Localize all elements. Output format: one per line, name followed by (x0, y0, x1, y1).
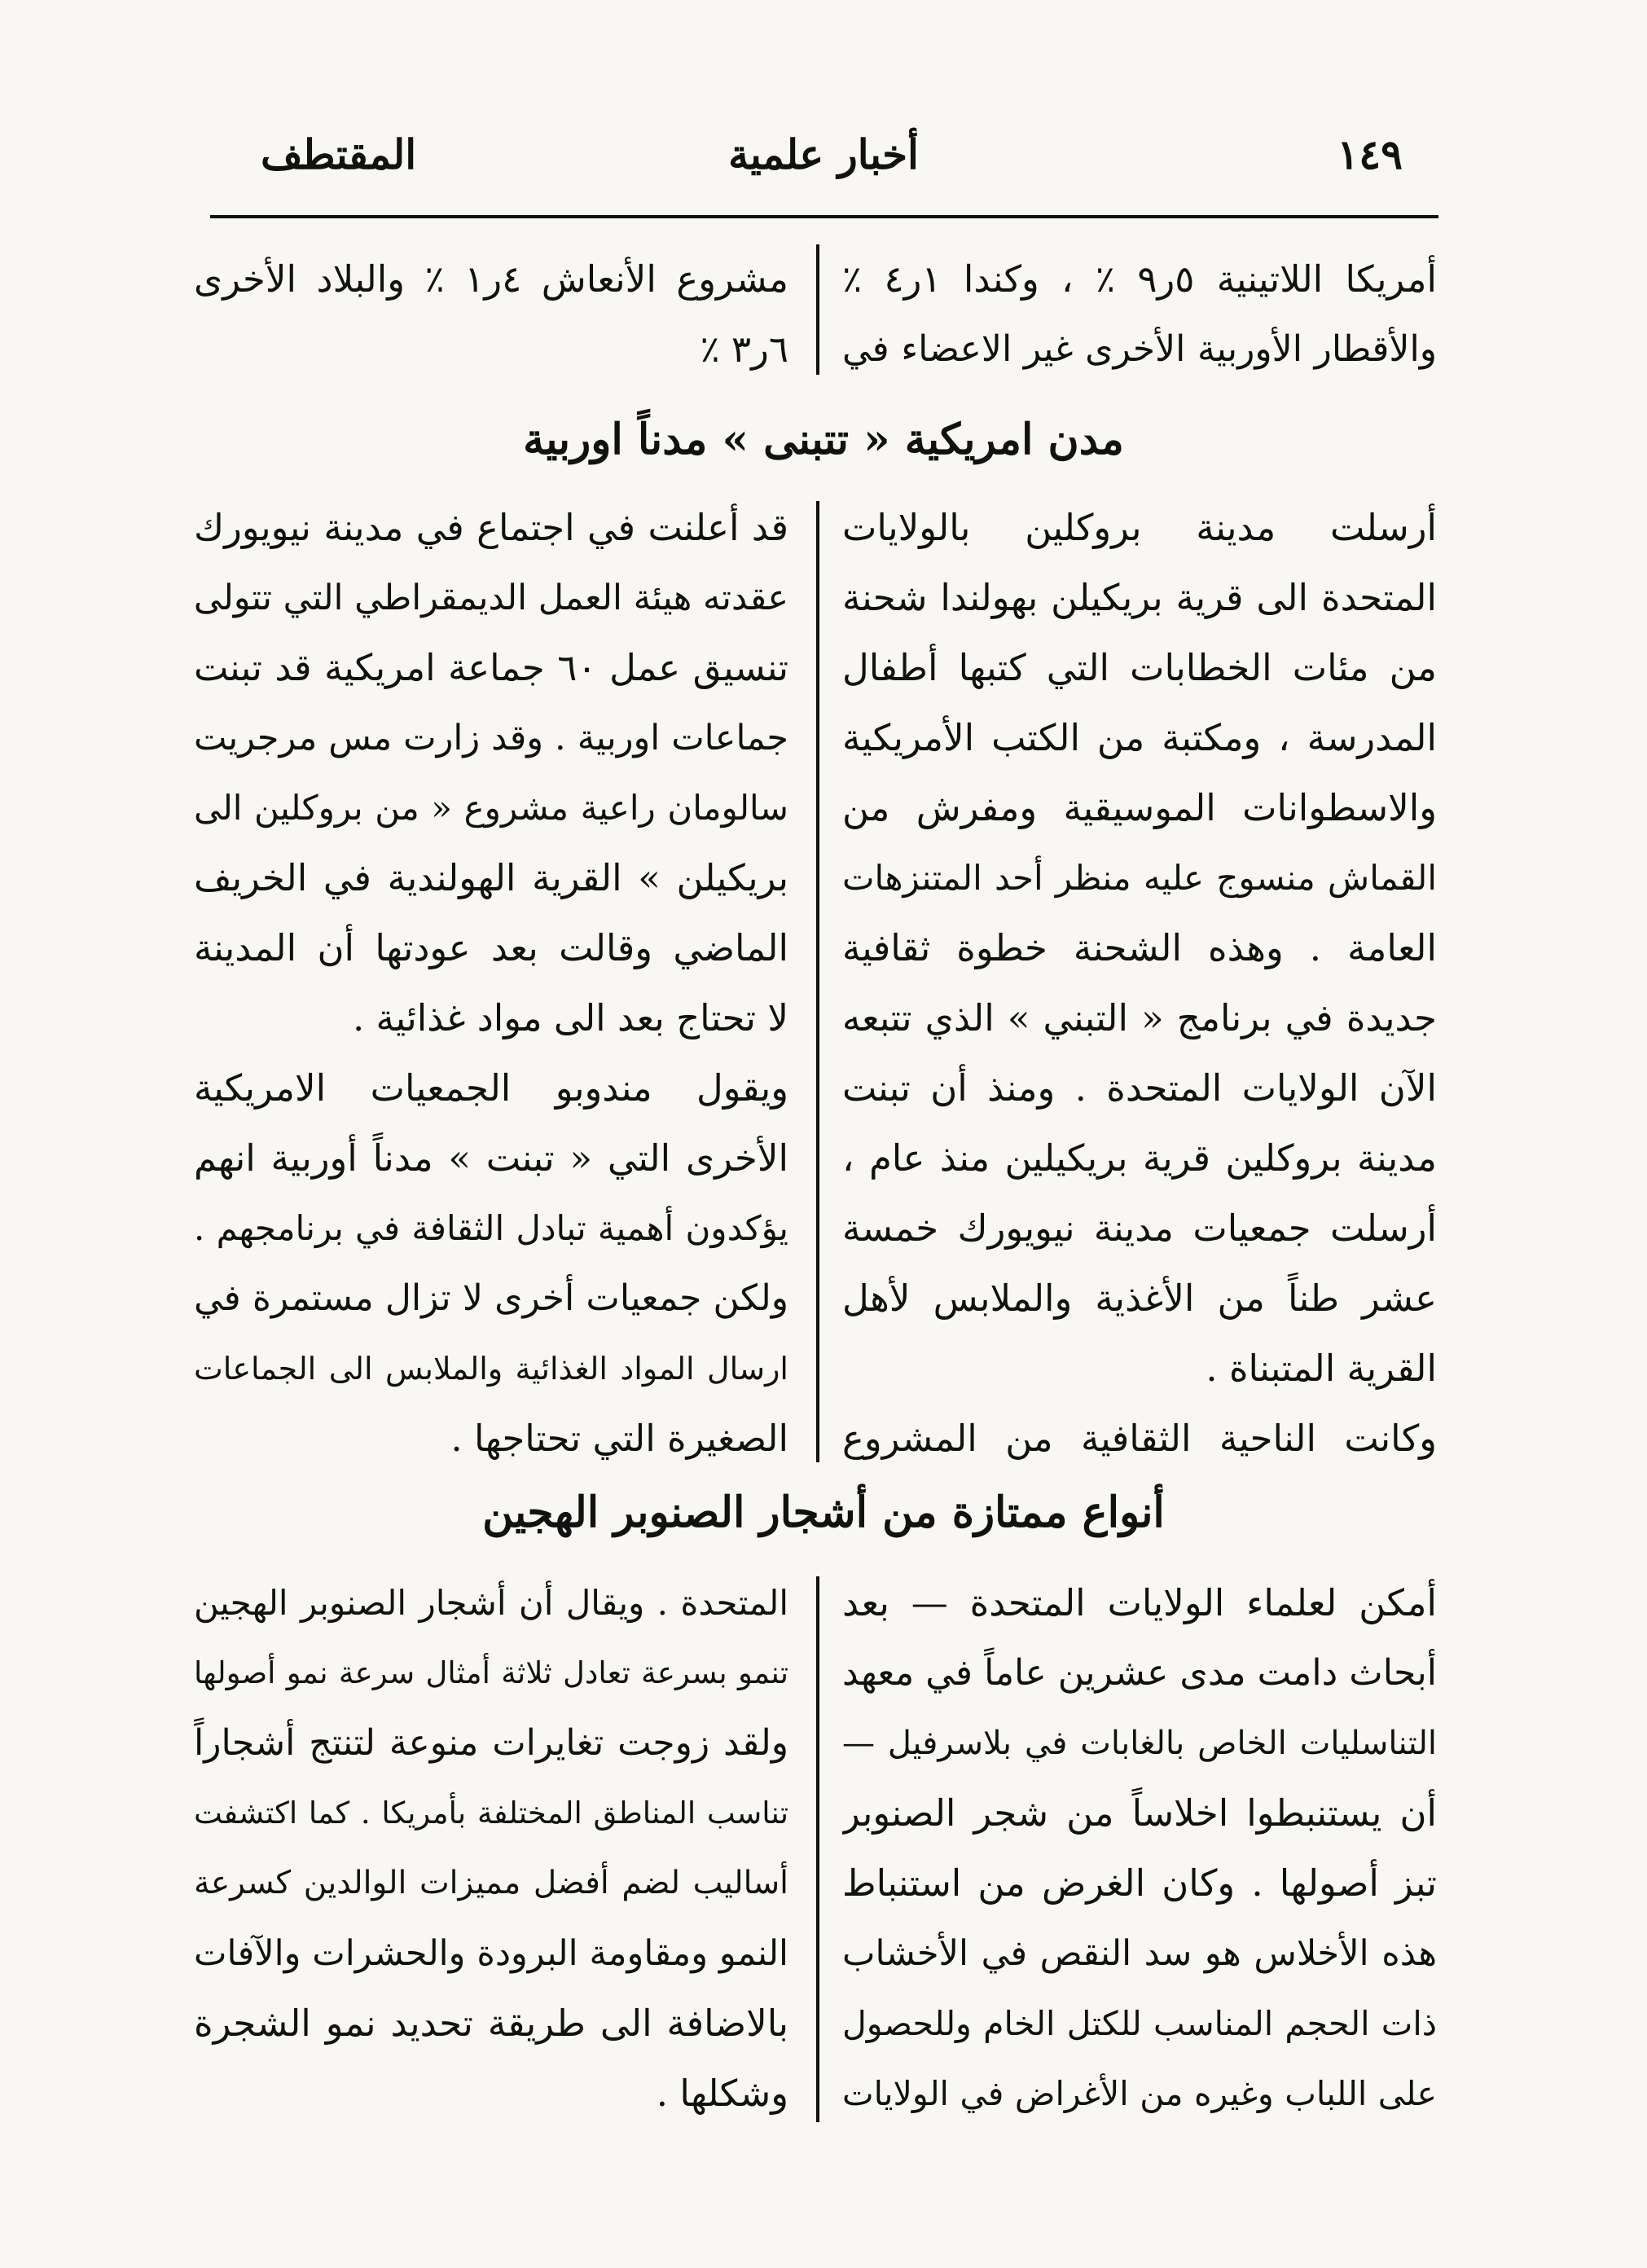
text-line: والأقطار الأوربية الأخرى غير الاعضاء في (842, 328, 1437, 370)
top-left-column (194, 244, 788, 385)
text-line: تنمو بسرعة تعادل ثلاثة أمثال سرعة نمو أصولها (194, 1655, 788, 1690)
text-line: تبز أصولها . وكان الغرض من استنباط (842, 1861, 1437, 1905)
text-line: ولقد زوجت تغايرات منوعة لتنتج أشجاراً (194, 1722, 788, 1764)
text-line: هذه الأخلاس هو سد النقص في الأخشاب (842, 1933, 1437, 1974)
article1-right-column (842, 493, 1437, 1474)
text-line: أمكن لعلماء الولايات المتحدة — بعد (842, 1581, 1437, 1624)
text-line: الماضي وقالت بعد عودتها أن المدينة (194, 926, 788, 969)
text-line: سالومان راعية مشروع « من بروكلين الى (194, 788, 788, 828)
text-line: المتحدة الى قرية بريكيلن بهولندا شحنة (842, 576, 1437, 619)
text-line: القماش منسوج عليه منظر أحد المتنزهات (842, 858, 1437, 898)
text-line: التناسليات الخاص بالغابات في بلاسرفيل — (842, 1725, 1437, 1762)
column-divider (816, 244, 819, 375)
text-line: الآن الولايات المتحدة . ومنذ أن تبنت (842, 1066, 1437, 1110)
text-line: بريكيلن » القرية الهولندية في الخريف (194, 856, 788, 899)
text-line: والاسطوانات الموسيقية ومفرش من (842, 786, 1437, 829)
text-line: المدرسة ، ومكتبة من الكتب الأمريكية (842, 716, 1437, 759)
text-line: الأخرى التي « تبنت » مدناً أوربية انهم (194, 1136, 788, 1180)
header-rule (210, 215, 1438, 218)
text-line: تناسب المناطق المختلفة بأمريكا . كما اكتشفت (194, 1796, 788, 1831)
article2-right-column (842, 1568, 1437, 2129)
top-right-column (842, 244, 1437, 385)
text-line: مدينة بروكلين قرية بريكيلين منذ عام ، (842, 1136, 1437, 1180)
running-section-title: أخبار علمية (728, 130, 919, 178)
column-divider (816, 501, 819, 1462)
text-line: أبحاث دامت مدى عشرين عاماً في معهد (842, 1652, 1437, 1694)
text-line: المتحدة . ويقال أن أشجار الصنوبر الهجين (194, 1583, 788, 1623)
article1-left-column (194, 493, 788, 1474)
text-line: من مئات الخطابات التي كتبها أطفال (842, 646, 1437, 689)
text-line: أرسلت مدينة بروكلين بالولايات (842, 506, 1437, 549)
page-number: ١٤٩ (1337, 130, 1403, 178)
text-line: ويقول مندوبو الجمعيات الامريكية (194, 1066, 788, 1110)
text-line: يؤكدون أهمية تبادل الثقافة في برنامجهم . (194, 1208, 788, 1248)
journal-name: المقتطف (261, 130, 417, 178)
text-line: النمو ومقاومة البرودة والحشرات والآفات (194, 1933, 788, 1974)
article2-left-column (194, 1568, 788, 2129)
text-line: عقدته هيئة العمل الديمقراطي التي تتولى (194, 578, 788, 618)
text-line: القرية المتبناة . (1206, 1347, 1437, 1390)
article-title: أنواع ممتازة من أشجار الصنوبر الهجين (482, 1488, 1165, 1537)
text-line: جديدة في برنامج « التبني » الذي تتبعه (842, 996, 1437, 1040)
text-line: وكانت الناحية الثقافية من المشروع (842, 1417, 1437, 1460)
text-line: بالاضافة الى طريقة تحديد نمو الشجرة (194, 2002, 788, 2045)
text-line: عشر طناً من الأغذية والملابس لأهل (842, 1277, 1437, 1320)
text-line: العامة . وهذه الشحنة خطوة ثقافية (842, 926, 1437, 969)
text-line: ارسال المواد الغذائية والملابس الى الجماعات (194, 1351, 788, 1387)
text-line: مشروع الأنعاش ٤ر١ ٪ والبلاد الأخرى (194, 257, 788, 301)
text-line: على اللباب وغيره من الأغراض في الولايات (842, 2074, 1437, 2113)
text-line: أرسلت جمعيات مدينة نيويورك خمسة (842, 1207, 1437, 1250)
text-line: أساليب لضم أفضل مميزات الوالدين كسرعة (194, 1865, 788, 1901)
text-line: ذات الحجم المناسب للكتل الخام وللحصول (842, 2004, 1437, 2043)
text-line: ولكن جمعيات أخرى لا تزال مستمرة في (194, 1277, 788, 1319)
text-line: أن يستنبطوا اخلاساً من شجر الصنوبر (842, 1791, 1437, 1835)
text-line: ٦ر٣ ٪ (700, 327, 788, 371)
text-line: الصغيرة التي تحتاجها . (450, 1417, 788, 1460)
text-line: أمريكا اللاتينية ٥ر٩ ٪ ، وكندا ١ر٤ ٪ (842, 257, 1437, 301)
text-line: جماعات اوربية . وقد زارت مس مرجريت (194, 718, 788, 758)
column-divider (816, 1576, 819, 2122)
article-title: مدن امريكية « تتبنى » مدناً اوربية (523, 415, 1124, 464)
text-line: لا تحتاج بعد الى مواد غذائية . (352, 996, 788, 1040)
text-line: تنسيق عمل ٦٠ جماعة امريكية قد تبنت (194, 646, 788, 689)
text-line: قد أعلنت في اجتماع في مدينة نيويورك (194, 506, 788, 549)
text-line: وشكلها . (656, 2072, 788, 2115)
